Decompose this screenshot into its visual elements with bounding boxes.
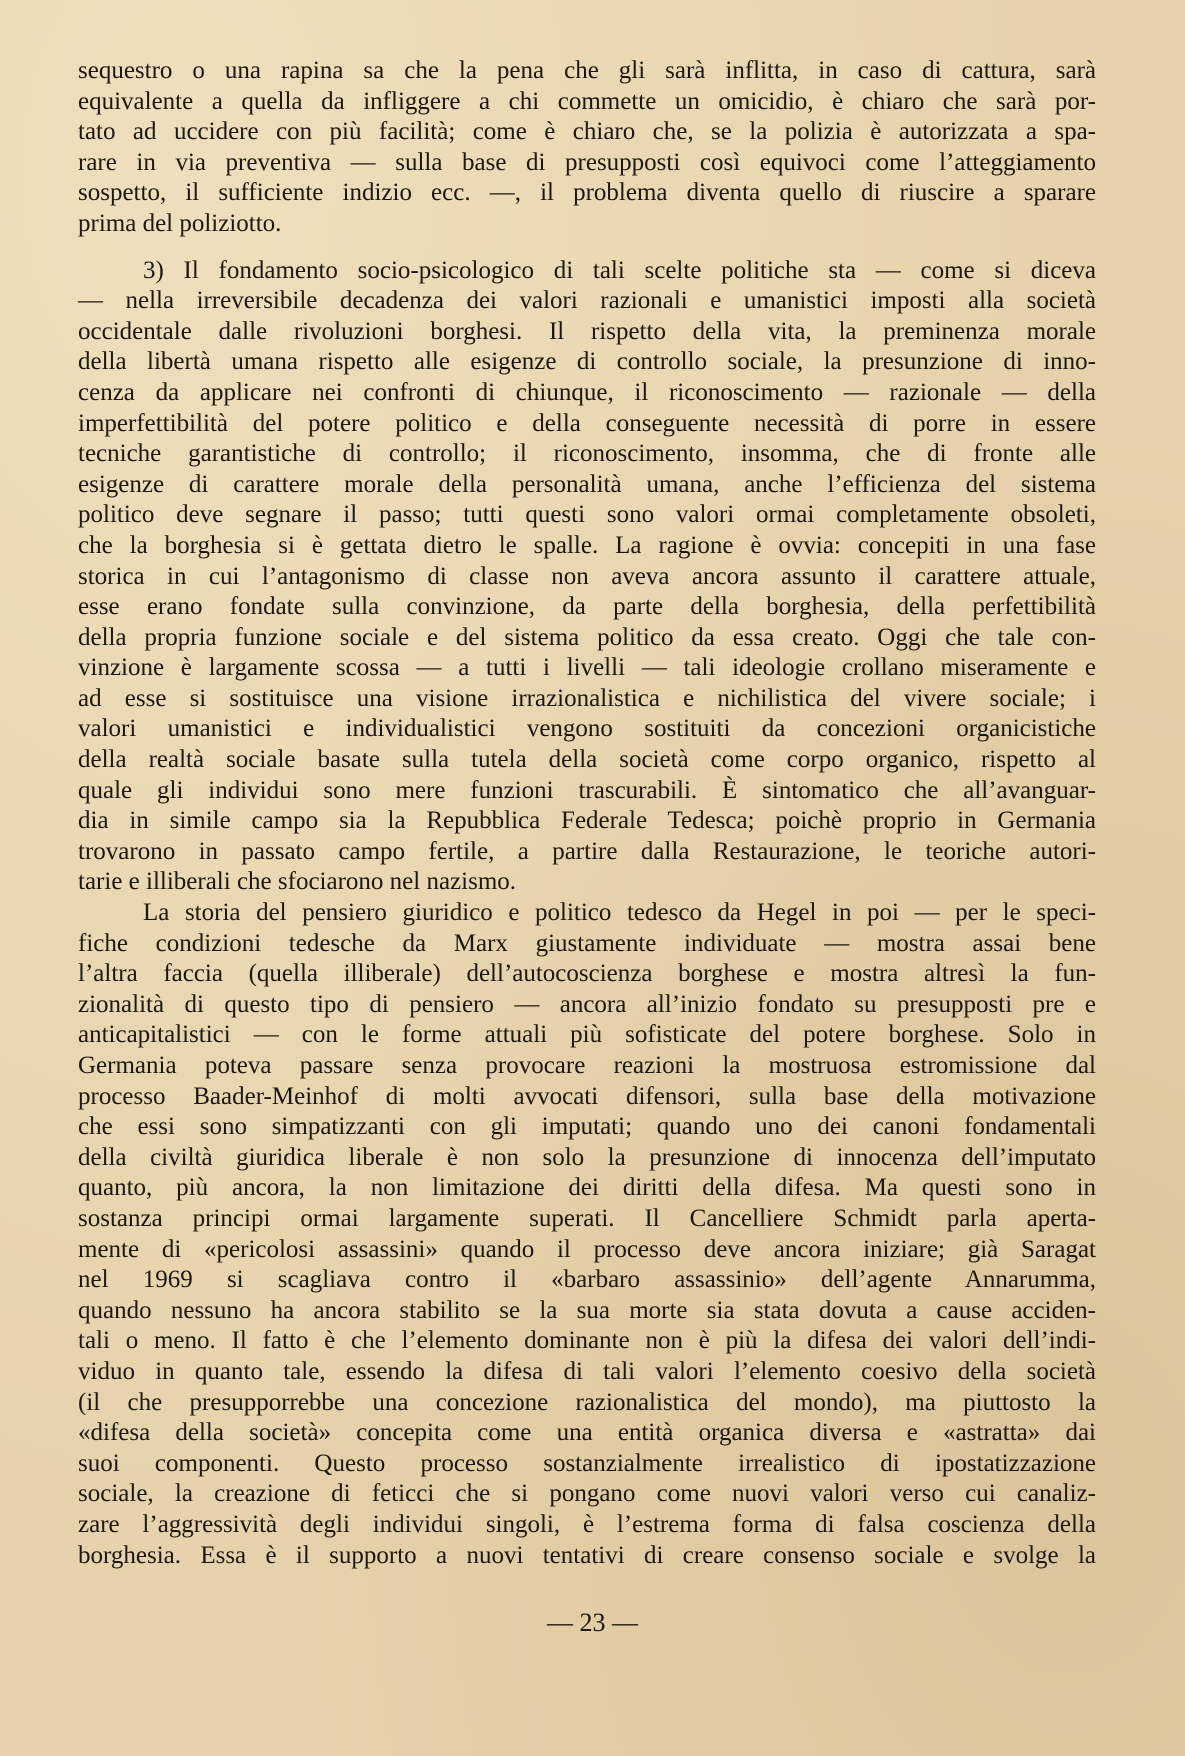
text-line: valori umanistici e individualistici vengono sostituiti da concezioni organicistiche [78,715,1096,743]
text-line: sospetto, il sufficiente indizio ecc. —, il problema diventa quello di riuscire a sparare [78,179,1096,207]
text-line: prima del poliziotto. [78,209,282,237]
text-line: viduo in quanto tale, essendo la difesa di tali valori l’elemento coesivo della società [78,1357,1096,1385]
text-line: Germania poteva passare senza provocare reazioni la mostruosa estromissione dal [78,1052,1096,1079]
paragraph-spacer [78,240,1096,256]
text-line: tarie e illiberali che sfociarono nel nazismo. [78,868,517,896]
paragraph-3 [78,898,1096,1571]
text-line: rare in via preventiva — sulla base di presupposti così equivoci come l’atteggiamento [78,148,1096,176]
text-line: zionalità di questo tipo di pensiero — ancora all’inizio fondato su presupposti pre e [78,990,1096,1018]
text-line: quale gli individui sono mere funzioni trascurabili. È sintomatico che all’avanguar- [78,776,1096,804]
text-line: esigenze di carattere morale della personalità umana, anche l’efficienza del sistema [78,470,1096,498]
text-line: sociale, la creazione di feticci che si pongano come nuovi valori verso cui canaliz- [78,1480,1096,1508]
text-line: — nella irreversibile decadenza dei valori razionali e umanistici imposti alla società [78,287,1096,315]
paragraph-1 [78,56,1096,240]
text-line: della realtà sociale basate sulla tutela della società come corpo organico, rispetto al [78,746,1096,774]
text-line: ad esse si sostituisce una visione irrazionalistica e nichilistica del vivere sociale; i [78,684,1096,712]
text-line: nel 1969 si scagliava contro il «barbaro assassinio» dell’agente Annarumma, [78,1266,1096,1294]
text-line: storica in cui l’antagonismo di classe non aveva ancora assunto il carattere attuale, [78,562,1096,590]
text-line: trovarono in passato campo fertile, a partire dalla Restaurazione, le teoriche autori- [78,837,1096,865]
text-line: occidentale dalle rivoluzioni borghesi. Il rispetto della vita, la preminenza morale [78,317,1096,345]
text-line: tecniche garantistiche di controllo; il riconoscimento, insomma, che di fronte alle [78,440,1096,468]
text-line: che essi sono simpatizzanti con gli imputati; quando uno dei canoni fondamentali [78,1113,1096,1141]
text-line: equivalente a quella da infliggere a chi commette un omicidio, è chiaro che sarà por- [78,87,1096,115]
text-line: che la borghesia si è gettata dietro le spalle. La ragione è ovvia: concepiti in una fase [78,531,1096,559]
text-line: anticapitalistici — con le forme attuali più sofisticate del potere borghese. Solo in [78,1021,1096,1049]
text-line: quando nessuno ha ancora stabilito se la sua morte sia stata dovuta a cause acciden- [78,1296,1096,1324]
text-line: politico deve segnare il passo; tutti questi sono valori ormai completamente obsoleti, [78,501,1096,529]
text-line: La storia del pensiero giuridico e politico tedesco da Hegel in poi — per le speci- [143,899,1096,927]
text-line: borghesia. Essa è il supporto a nuovi tentativi di creare consenso sociale e svolge la [78,1541,1096,1569]
paragraph-2 [78,256,1096,898]
text-line: esse erano fondate sulla convinzione, da parte della borghesia, della perfettibilità [78,593,1096,621]
text-line: tato ad uccidere con più facilità; come è chiaro che, se la polizia è autorizzata a spa- [78,118,1096,146]
text-line: processo Baader-Meinhof di molti avvocati difensori, sulla base della motivazione [78,1082,1096,1110]
text-line: sequestro o una rapina sa che la pena che gli sarà inflitta, in caso di cattura, sarà [78,57,1096,84]
text-line: l’altra faccia (quella illiberale) dell’autocoscienza borghese e mostra altresì la fun- [78,960,1096,988]
text-line: sostanza principi ormai largamente superati. Il Cancelliere Schmidt parla aperta- [78,1204,1096,1232]
text-line: tali o meno. Il fatto è che l’elemento dominante non è più la difesa dei valori dell’indi- [78,1327,1096,1355]
text-line: (il che presupporrebbe una concezione razionalistica del mondo), ma piuttosto la [78,1388,1096,1416]
text-line: «difesa della società» concepita come una entità organica diversa e «astratta» dai [78,1419,1096,1447]
text-line: quanto, più ancora, la non limitazione dei diritti della difesa. Ma questi sono in [78,1174,1096,1202]
text-line: della civiltà giuridica liberale è non solo la presunzione di innocenza dell’imputato [78,1143,1096,1171]
page-body [78,56,1096,1571]
page-number: — 23 — [547,1608,638,1637]
text-line: zare l’aggressività degli individui singoli, è l’estrema forma di falsa coscienza della [78,1510,1096,1538]
text-line: imperfettibilità del potere politico e della conseguente necessità di porre in essere [78,409,1096,437]
text-line: 3) Il fondamento socio-psicologico di tali scelte politiche sta — come si diceva [143,256,1096,284]
text-line: suoi componenti. Questo processo sostanzialmente irrealistico di ipostatizzazione [78,1449,1096,1477]
text-line: dia in simile campo sia la Repubblica Federale Tedesca; poichè proprio in Germania [78,807,1096,835]
text-line: mente di «pericolosi assassini» quando il processo deve ancora iniziare; già Saragat [78,1235,1096,1263]
text-line: della libertà umana rispetto alle esigenze di controllo sociale, la presunzione di inno- [78,348,1096,376]
text-line: della propria funzione sociale e del sistema politico da essa creato. Oggi che tale con- [78,623,1096,651]
text-line: fiche condizioni tedesche da Marx giustamente individuate — mostra assai bene [78,929,1096,957]
text-line: vinzione è largamente scossa — a tutti i livelli — tali ideologie crollano miseramente e [78,654,1096,682]
text-line: cenza da applicare nei confronti di chiunque, il riconoscimento — razionale — della [78,378,1096,406]
